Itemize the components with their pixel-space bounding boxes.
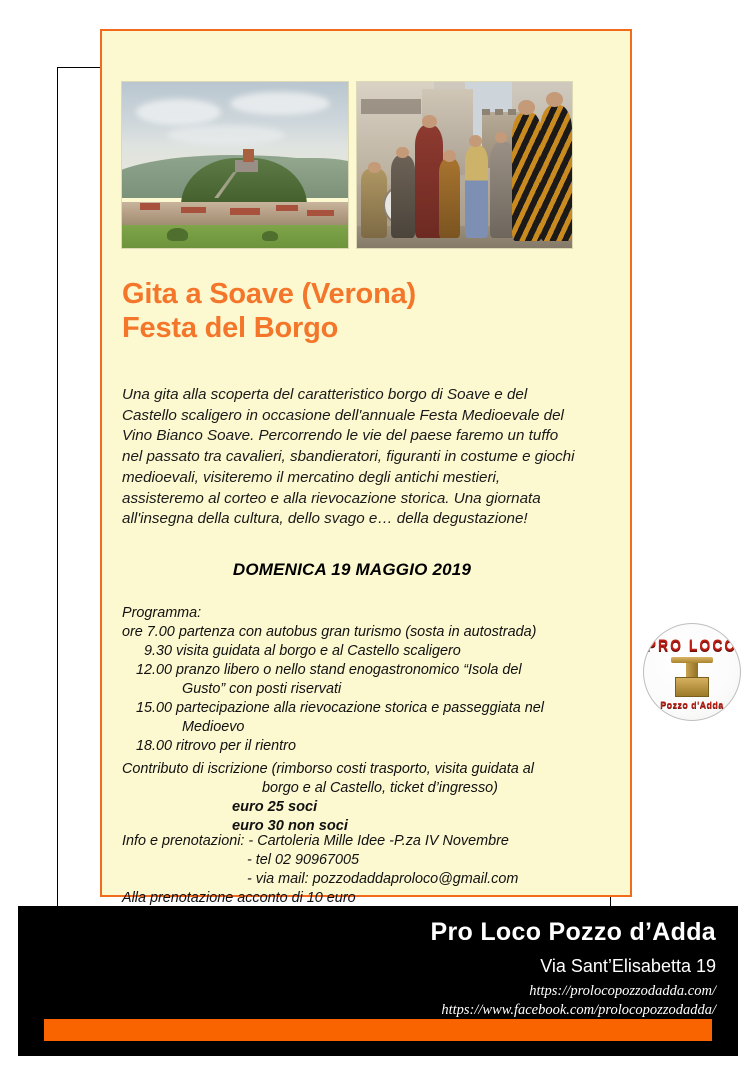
programme-item-continuation: Medioevo [182,719,245,735]
intro-paragraph: Una gita alla scoperta del caratteristico borgo di Soave e del Castello scaligero in occasione dell'annuale Festa Medioevale del Vino Bianco Soave. Percorrendo le vie del paese faremo un tuffo nel passato tra cavalieri, sbandieratori, figuranti in costume e giochi medioevali, visiteremo il mercatino degli antichi mestieri, assisteremo al corteo e alla rievocazione storica. Una giornata all'insegna della cultura, dello svago e… della degustazione! [122,386,575,528]
well-column-icon [675,657,709,697]
footer-organization-name: Pro Loco Pozzo d’Adda [430,918,716,946]
programme-item [122,699,582,718]
rooftop-shape [230,208,259,215]
logo-arc-top-text: PRO LOCO [646,635,738,655]
rooftop-shape [307,210,334,217]
programme-item [122,661,582,680]
bush-shape [262,231,278,241]
event-date: DOMENICA 19 MAGGIO 2019 [232,560,472,579]
crenellation-shape [508,109,517,116]
programme-item-text: visita guidata al borgo e al Castello scaligero [176,643,461,659]
booking-info-deposit: Alla prenotazione acconto di 10 euro [122,890,356,906]
rooftop-shape [140,203,160,210]
footer-website-link[interactable]: https://prolocopozzodadda.com/ [529,983,716,999]
crenellation-shape [482,109,491,116]
programme-heading: Programma: [122,605,202,621]
field-shape [122,225,348,248]
costumed-figure [465,145,489,238]
fee-section [122,760,582,836]
programme-item-text: partenza con autobus gran turismo (sosta in autostrada) [178,624,537,640]
programme-item-time: ore 7.00 [122,624,175,640]
programme-item-time: 15.00 [136,700,173,716]
booking-info-line-1: Info e prenotazioni: - Cartoleria Mille Idee -P.za IV Novembre [122,833,509,849]
costumed-figure [391,155,415,238]
cloud-shape [136,99,222,126]
photo-soave-landscape [121,81,349,249]
booking-info-email: - via mail: pozzodaddaproloco@gmail.com [247,871,519,887]
programme-item-time: 18.00 [136,738,173,754]
well-basin-shape [675,677,709,697]
fee-price-non-members: euro 30 non soci [232,818,348,834]
booking-info-phone: - tel 02 90967005 [247,852,360,868]
figure-head [469,135,482,147]
programme-item-time: 9.30 [144,643,173,659]
crenellation-shape [495,109,504,116]
footer-bar [18,906,738,1056]
castle-tower-shape [243,149,254,162]
programme-item-text: partecipazione alla rievocazione storica e passeggiata nel [176,700,545,716]
figure-head [396,147,409,159]
photo-medieval-parade [356,81,573,249]
costumed-figure [439,158,461,238]
programme-item [122,737,582,756]
programme-item-continuation: Gusto” con posti riservati [182,681,342,697]
balcony-shape [361,99,421,114]
fee-description-line-1: Contributo di iscrizione (rimborso costi trasporto, visita guidata al [122,761,534,777]
fee-description-line-2: borgo e al Castello, ticket d’ingresso) [262,780,498,796]
title-line-1: Gita a Soave (Verona) [122,278,416,310]
programme-item [122,642,582,661]
footer-orange-stripe [44,1019,712,1041]
photo-row [121,81,573,249]
pro-loco-logo [643,623,741,721]
flag-bearer-figure [512,112,542,241]
flyer-panel [100,29,632,906]
footer-facebook-link[interactable]: https://www.facebook.com/prolocopozzodadda/ [441,1002,716,1018]
footer-address: Via Sant’Elisabetta 19 [540,956,716,976]
programme-item-time: 12.00 [136,662,173,678]
programme-item [122,623,582,642]
flag-bearer-figure [540,105,572,241]
bush-shape [167,228,187,241]
programme-section [122,604,582,756]
logo-arc-bottom-text: Pozzo d'Adda [660,700,724,710]
fee-price-members: euro 25 soci [232,799,318,815]
cloud-shape [167,125,285,145]
programme-item-text: pranzo libero o nello stand enogastronomico “Isola del [176,662,522,678]
rooftop-shape [276,205,299,212]
flyer-title [122,277,592,345]
title-line-2: Festa del Borgo [122,312,339,344]
cloud-shape [230,92,329,115]
programme-item-text: ritrovo per il rientro [176,738,296,754]
figure-head [422,115,437,128]
rooftop-shape [181,207,206,214]
figure-head [368,162,381,174]
figure-head [443,150,456,162]
